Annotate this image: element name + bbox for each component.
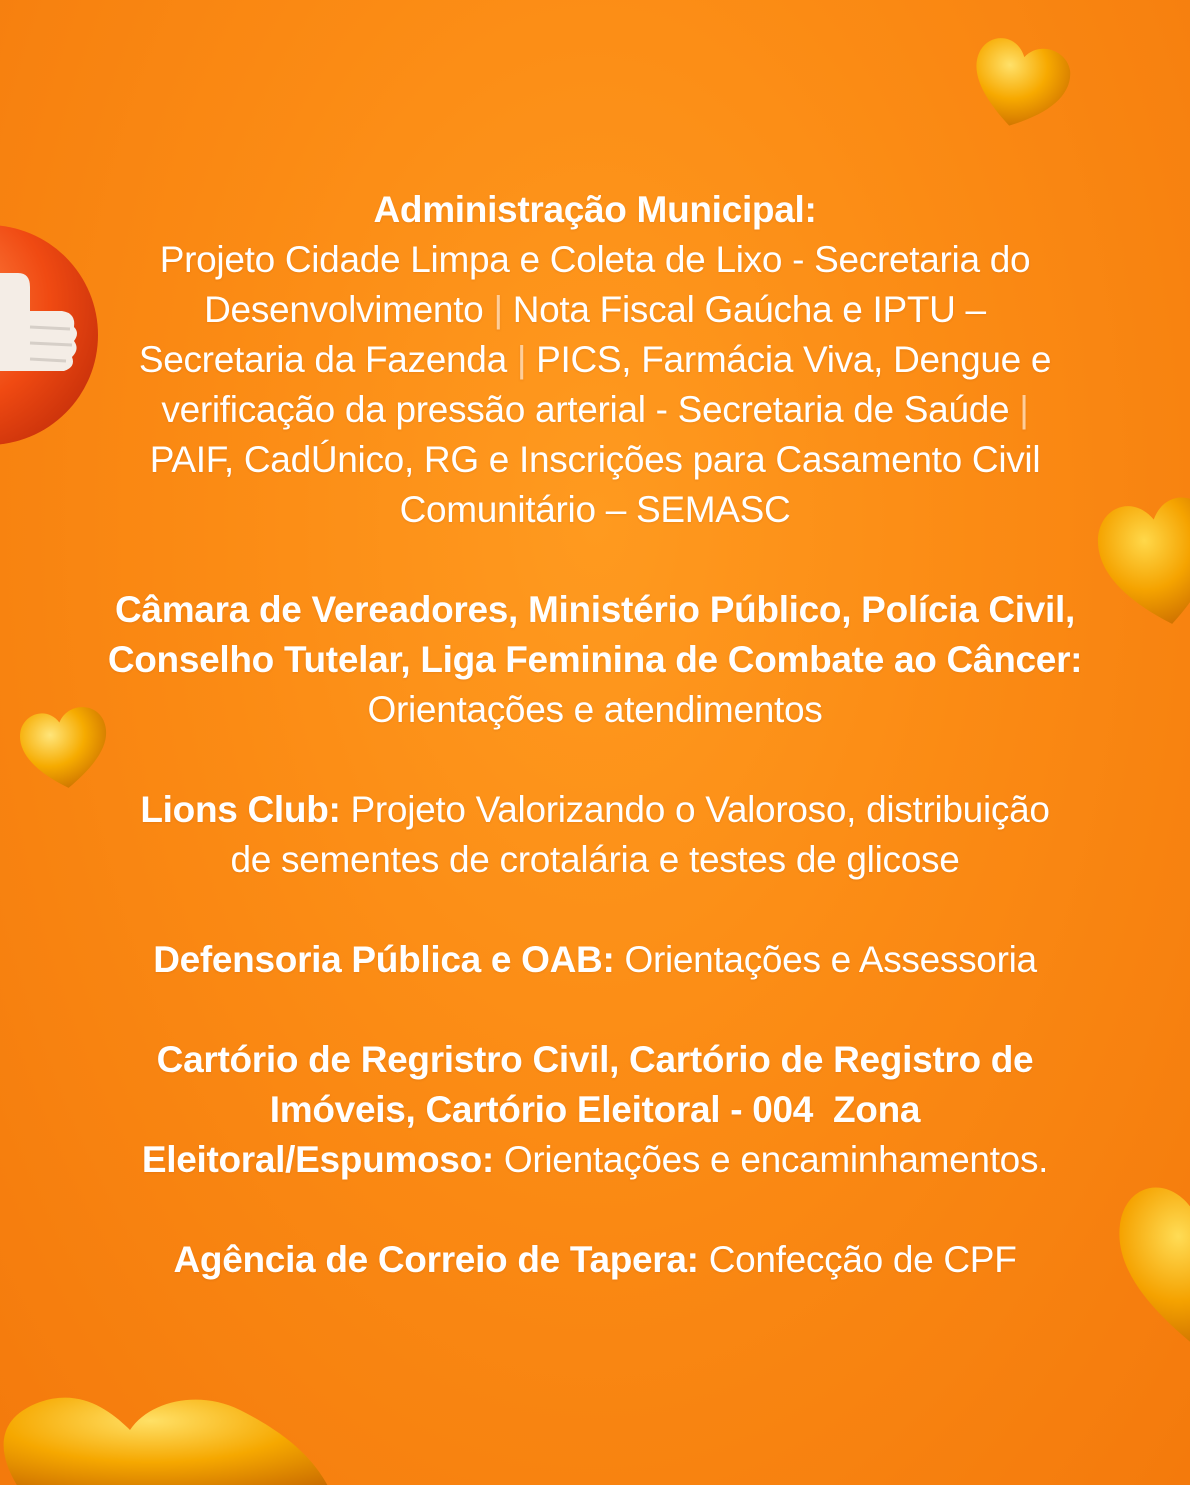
block-text-segment: Desenvolvimento bbox=[204, 289, 484, 330]
block-text-line: Orientações e atendimentos bbox=[367, 689, 823, 730]
block-title-line: Imóveis, Cartório Eleitoral - 004 Zona bbox=[269, 1089, 921, 1130]
block-text-line bbox=[95, 385, 1095, 435]
heart-icon bbox=[0, 1380, 340, 1485]
block-text-line bbox=[95, 935, 1095, 985]
block-title-line: Conselho Tutelar, Liga Feminina de Combate ao Câncer: bbox=[107, 639, 1083, 680]
block-text-line: de sementes de crotalária e testes de glicose bbox=[230, 839, 960, 880]
block-text-segment: Orientações e encaminhamentos. bbox=[503, 1139, 1049, 1180]
block-text-line: Comunitário – SEMASC bbox=[399, 489, 791, 530]
block-text-segment: Confecção de CPF bbox=[708, 1239, 1017, 1280]
block-text-segment: Secretaria da Fazenda bbox=[138, 339, 507, 380]
block-text-line bbox=[95, 785, 1095, 835]
block-camara-vereadores bbox=[95, 585, 1095, 735]
block-lions-club bbox=[95, 785, 1095, 885]
block-title: Administração Municipal: bbox=[373, 189, 817, 230]
block-title: Defensoria Pública e OAB: bbox=[153, 939, 615, 980]
heart-icon bbox=[1110, 1150, 1190, 1360]
separator: | bbox=[516, 339, 527, 380]
block-text-line bbox=[95, 335, 1095, 385]
block-text-line: Projeto Cidade Limpa e Coleta de Lixo - Secretaria do bbox=[159, 239, 1031, 280]
block-title-line: Câmara de Vereadores, Ministério Público, Polícia Civil, bbox=[115, 589, 1075, 630]
thumbs-up-badge-icon bbox=[0, 215, 100, 455]
info-text-panel bbox=[95, 185, 1095, 1285]
heart-icon bbox=[1090, 475, 1190, 635]
block-administracao-municipal bbox=[95, 185, 1095, 535]
block-title-line: Cartório de Regristro Civil, Cartório de Registro de bbox=[156, 1039, 1034, 1080]
block-text-segment: Nota Fiscal Gaúcha e IPTU – bbox=[512, 289, 986, 330]
block-text-segment: PICS, Farmácia Viva, Dengue e bbox=[536, 339, 1052, 380]
block-title: Lions Club: bbox=[140, 789, 341, 830]
block-defensoria-oab bbox=[95, 935, 1095, 985]
block-agencia-correio bbox=[95, 1235, 1095, 1285]
separator: | bbox=[1019, 389, 1029, 430]
heart-icon bbox=[965, 35, 1075, 135]
block-text-segment: verificação da pressão arterial - Secretaria de Saúde bbox=[161, 389, 1010, 430]
block-text-line bbox=[95, 285, 1095, 335]
block-title: Eleitoral/Espumoso: bbox=[141, 1139, 494, 1180]
block-text-line bbox=[95, 1135, 1095, 1185]
block-text-segment: Projeto Valorizando o Valoroso, distribuição bbox=[350, 789, 1050, 830]
block-title: Agência de Correio de Tapera: bbox=[173, 1239, 699, 1280]
block-text-line: PAIF, CadÚnico, RG e Inscrições para Casamento Civil bbox=[149, 439, 1041, 480]
separator: | bbox=[493, 289, 503, 330]
block-text-line bbox=[95, 1235, 1095, 1285]
block-cartorios bbox=[95, 1035, 1095, 1185]
block-text-segment: Orientações e Assessoria bbox=[624, 939, 1037, 980]
